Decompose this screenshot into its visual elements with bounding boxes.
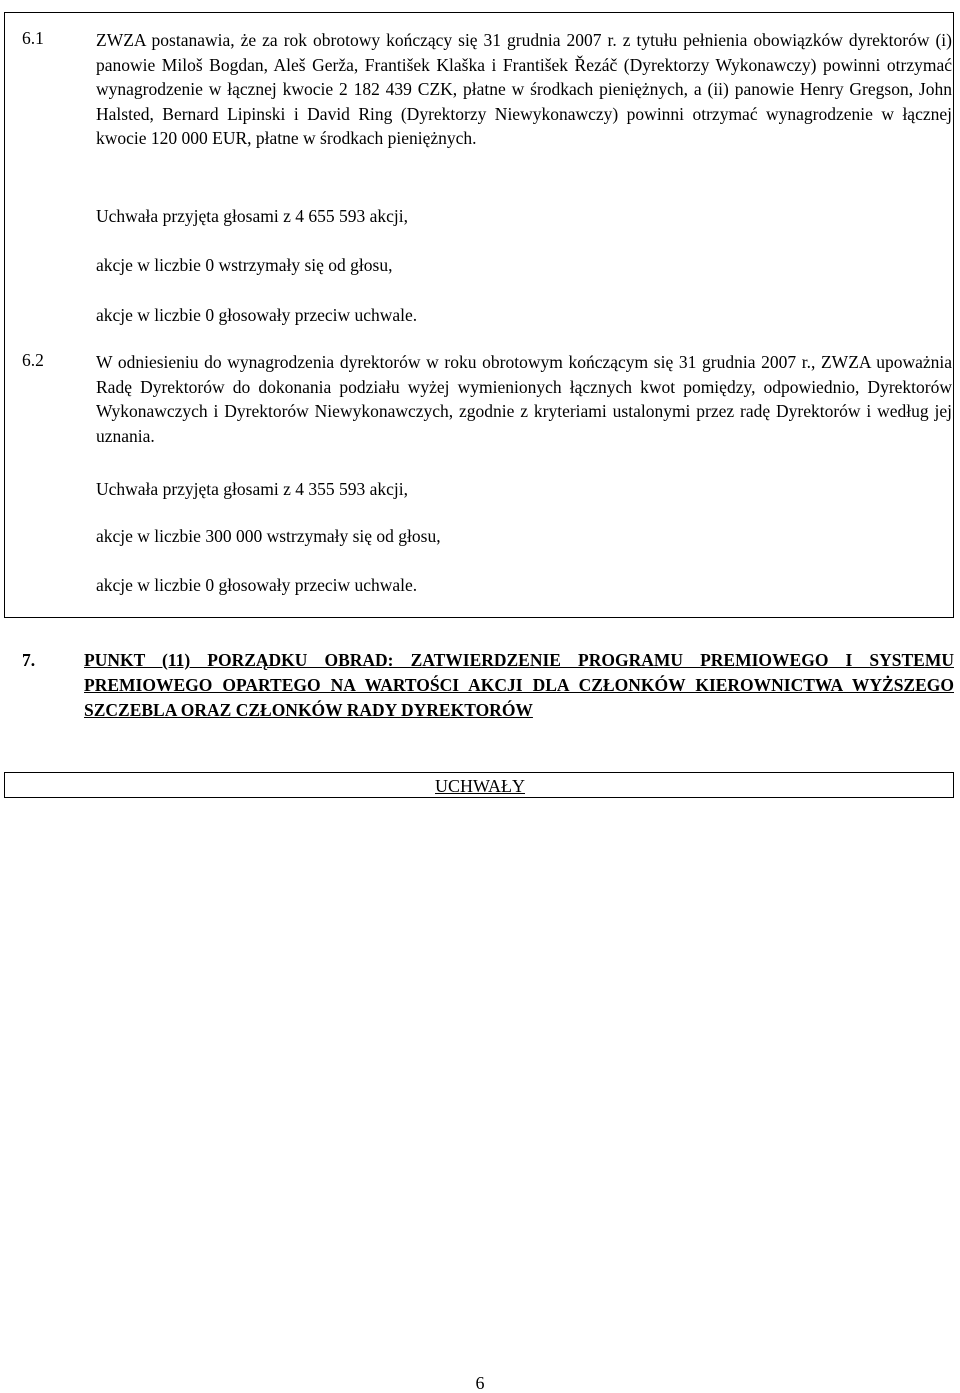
section-number: 6.2 bbox=[22, 350, 44, 370]
section-number: 7. bbox=[22, 650, 36, 670]
section-7-heading bbox=[22, 648, 954, 723]
vote-against: akcje w liczbie 0 głosowały przeciw uchwale. bbox=[96, 575, 418, 595]
vote-abstain: akcje w liczbie 300 000 wstrzymały się od głosu, bbox=[96, 526, 441, 546]
vote-against: akcje w liczbie 0 głosowały przeciw uchwale. bbox=[96, 305, 418, 325]
section-6-2 bbox=[22, 350, 952, 448]
vote-abstain: akcje w liczbie 0 wstrzymały się od głosu, bbox=[96, 255, 393, 275]
section-text: W odniesieniu do wynagrodzenia dyrektorów w roku obrotowym kończącym się 31 grudnia 2007 r., ZWZA upoważnia Radę Dyrektorów do dokonania podziału wyżej wymienionych łącznych kwot pomiędzy, odpowiednio, Dyrektorów Wykonawczych i Dyrektorów Niewykonawczych, zgodnie z kryteriami ustalonymi przez radę Dyrektorów i według jej uznania. bbox=[96, 352, 952, 446]
page-number: 6 bbox=[475, 1373, 485, 1393]
section-number: 6.1 bbox=[22, 28, 44, 48]
section-text: ZWZA postanawia, że za rok obrotowy kończący się 31 grudnia 2007 r. z tytułu pełnienia obowiązków dyrektorów (i) panowie Miloš Bogdan, Aleš Gerža, František Klaška i František Řezáč (Dyrektorzy Wykonawczy) powinni otrzymać wynagrodzenie w łącznej kwocie 2 182 439 CZK, płatne w środkach pieniężnych, a (ii) panowie Henry Gregson, John Halsted, Bernard Lipinski i David Ring (Dyrektorzy Niewykonawczy) powinni otrzymać wynagrodzenie w łącznej kwocie 120 000 EUR, płatne w środkach pieniężnych. bbox=[96, 30, 952, 148]
vote-for: Uchwała przyjęta głosami z 4 355 593 akcji, bbox=[96, 479, 408, 499]
section-heading: PUNKT (11) PORZĄDKU OBRAD: ZATWIERDZENIE PROGRAMU PREMIOWEGO I SYSTEMU PREMIOWEGO OPARTEGO NA WARTOŚCI AKCJI DLA CZŁONKÓW KIEROWNICTWA WYŻSZEGO SZCZEBLA ORAZ CZŁONKÓW RADY DYREKTORÓW bbox=[84, 650, 954, 720]
vote-for: Uchwała przyjęta głosami z 4 655 593 akcji, bbox=[96, 206, 408, 226]
section-6-1 bbox=[22, 28, 952, 151]
uchwaly-title: UCHWAŁY bbox=[435, 776, 525, 796]
